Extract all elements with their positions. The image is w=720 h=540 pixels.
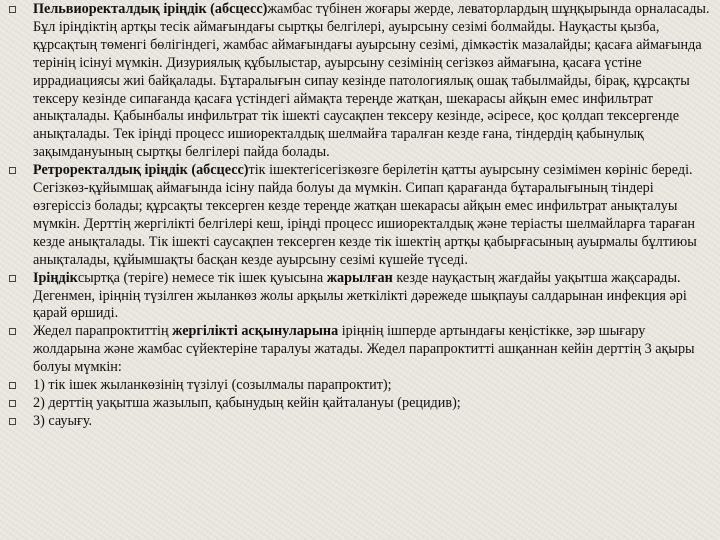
term-ruptured: жарылған	[326, 269, 393, 286]
bullet-item-abscess-rupture	[0, 270, 720, 324]
item-text: тік ішектегісегізкөзге берілетін қатты ауырсыну сезімімен көрініс береді. Сегізкөз-құйымшақ аймағында ісіну пайда болуы да мүмкін. Сипап қарағанда бұтаралығының тіндері өзгеріссіз болады; құрсақты тексерген кезде тереңде жатқан шекарасы айқын емес инфильтрат анықталуы мүмкін. Дерттің жергілікті белгілері кеш, іріңді процесс ишиоректалдық және теріасты шелмайларға тараған кезде анықталады. Тік ішекті саусақпен тексерген кезде тік ішектің артқы қабырғасының ауырмалы бұлтиюы анықталады, құйымшақты басқан кезде ауырсыну сезімі күшейе түседі.	[33, 162, 697, 268]
bullet-item-outcome-2	[0, 395, 720, 413]
bullet-item-outcome-3	[0, 413, 720, 431]
square-bullet-icon	[9, 400, 16, 407]
square-bullet-icon	[9, 382, 16, 389]
bullet-item-retrorectal-abscess	[0, 162, 720, 269]
term-retrorectal: Ретроректалдық іріңдік (абсцесс)	[33, 162, 249, 179]
bullet-item-local-complications	[0, 323, 720, 377]
item-text: 1) тік ішек жыланкөзінің түзілуі (созылмалы парапроктит);	[33, 377, 392, 394]
square-bullet-icon	[9, 6, 16, 13]
square-bullet-icon	[9, 418, 16, 425]
item-text: кезде науқастың жағдайы уақытша жақсарады. Дегенмен, іріңнің түзілген жыланкөз жолы арқылы жеткілікті дәрежеде шықпауы салдарынан инфекция әрі қарай өршиді.	[33, 269, 687, 322]
square-bullet-icon	[9, 328, 16, 335]
item-text: сыртқа (теріге) немесе тік ішек қуысына	[77, 269, 327, 286]
square-bullet-icon	[9, 167, 16, 174]
item-text: іріңнің ішперде артындағы кеңістікке, зәр шығару жолдарына және жамбас сүйектеріне таралуы жатады. Жедел парапроктитті ашқаннан кейін дерттің 3 ақыры болуы мүмкін:	[33, 323, 695, 376]
term-abscess: Іріңдік	[33, 269, 78, 286]
item-text: 2) дерттің уақытша жазылып, қабынудың кейін қайталануы (рецидив);	[33, 394, 461, 411]
bullet-item-outcome-1	[0, 377, 720, 395]
item-text: жамбас түбінен жоғары жерде, леваторлардың шұңқырында орналасады. Бұл іріңдіктің артқы тесік аймағындағы сыртқы белгілері, ауырсыну сезімі болмайды. Науқасты қызба, құрсақтың төменгі бөлігіндегі, жамбас аймағындағы ауырсыну сезімі, дімкәстік мазалайды; қасаға аймағында терінің ісінуі мүмкін. Дизуриялық құбылыстар, ауырсыну сезімінің сегізкөз аймағына, қасаға үстіне иррадиациясы жиі байқалады. Бұтаралығын сипау кезінде патологиялық ошақ табылмайды, бірақ, құрсақты тексеру кезінде сипағанда қасаға үстіндегі аймақта тереңде жатқан, шекарасы айқын емес инфильтрат анықталады. Қабынбалы инфильтрат тік ішекті саусақпен тексеру кезінде, әсіресе, қос қолдап тексергенде анықталады. Тек іріңді процесс ишиоректалдық шелмайға таралған кезде ғана, тіндердің қабынулық зақымдануының сыртқы белгілері пайда болады.	[33, 1, 710, 161]
term-local-complications: жергілікті асқынуларына	[172, 323, 339, 340]
bullet-list	[0, 1, 720, 431]
item-text: 3) сауығу.	[33, 412, 93, 429]
item-text: Жедел парапроктиттің	[33, 323, 173, 340]
square-bullet-icon	[9, 275, 16, 282]
bullet-item-pelvirectal-abscess	[0, 1, 720, 162]
term-pelvirectal: Пельвиоректалдық іріңдік (абсцесс)	[33, 1, 268, 17]
